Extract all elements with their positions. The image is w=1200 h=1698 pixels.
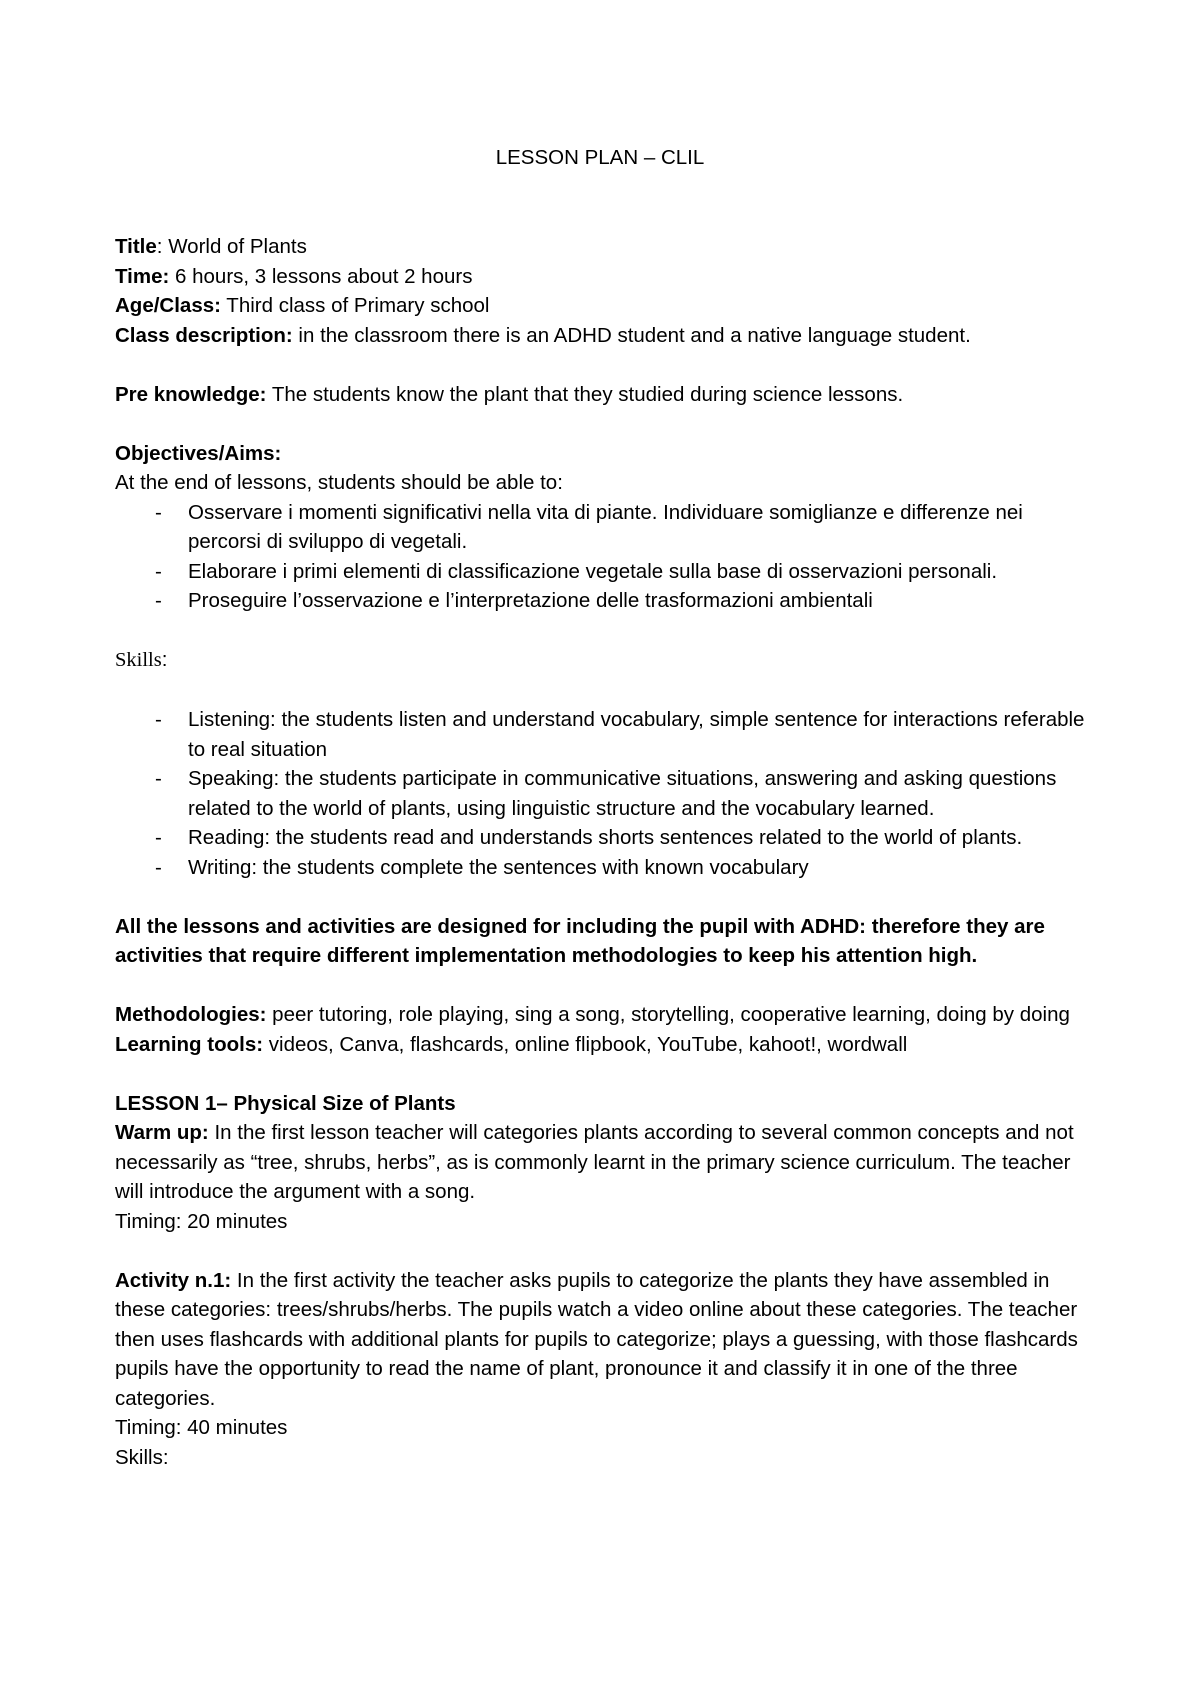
activity1-skills-label: Skills:	[115, 1445, 169, 1469]
learning-tools-label: Learning tools:	[115, 1032, 264, 1056]
skill-item: - Reading: the students read and understands shorts sentences related to the world of plants.	[115, 823, 1100, 853]
objective-item: - Osservare i momenti significativi nella vita di piante. Individuare somiglianze e differenze nei percorsi di sviluppo di vegetali.	[115, 498, 1100, 557]
adhd-note: All the lessons and activities are designed for including the pupil with ADHD: therefore they are activities that require different implementation methodologies to keep his attention high.	[115, 914, 1045, 967]
document-body	[115, 232, 1100, 1472]
title-label: Title	[115, 235, 157, 258]
activity1-value: In the first activity the teacher asks pupils to categorize the plants they have assembled in these categories: trees/shrubs/herbs. The pupils watch a video online about these categories. The teacher then uses flashcards with additional plants for pupils to categorize; plays a guessing, with those flashcards pupils have the opportunity to read the name of plant, pronounce it and classify it in one of the three categories.	[115, 1268, 1078, 1410]
objectives-list	[115, 498, 1100, 616]
class-description-label: Class description:	[115, 323, 293, 347]
skills-heading-line: Skills:	[115, 648, 168, 671]
learning-tools-value: videos, Canva, flashcards, online flipbook, YouTube, kahoot!, wordwall	[268, 1032, 908, 1056]
methodologies-value: peer tutoring, role playing, sing a song, storytelling, cooperative learning, doing by doing	[272, 1003, 1070, 1026]
age-label: Age/Class:	[115, 294, 221, 317]
warm-up-line	[115, 1118, 1100, 1207]
class-description-line	[115, 321, 1100, 351]
class-description-value: in the classroom there is an ADHD student and a native language student.	[298, 323, 971, 347]
skill-item: - Writing: the students complete the sentences with known vocabulary	[115, 853, 1100, 883]
skill-item: - Speaking: the students participate in communicative situations, answering and asking questions related to the world of plants, using linguistic structure and the vocabulary learned.	[115, 764, 1100, 823]
objective-item: - Proseguire l’osservazione e l’interpretazione delle trasformazioni ambientali	[115, 586, 1100, 616]
skills-heading: Skills	[115, 649, 162, 671]
time-value: 6 hours, 3 lessons about 2 hours	[175, 264, 473, 288]
objectives-heading: Objectives/Aims:	[115, 441, 282, 465]
pre-knowledge-line	[115, 380, 1100, 410]
warm-up-timing: Timing: 20 minutes	[115, 1209, 288, 1233]
skill-item: - Listening: the students listen and understand vocabulary, simple sentence for interactions referable to real situation	[115, 705, 1100, 764]
pre-knowledge-label: Pre knowledge:	[115, 382, 267, 406]
pre-knowledge-value: The students know the plant that they studied during science lessons.	[271, 382, 904, 406]
learning-tools-line	[115, 1030, 1100, 1060]
lesson1-heading: LESSON 1– Physical Size of Plants	[115, 1091, 456, 1115]
methodologies-label: Methodologies:	[115, 1003, 267, 1026]
skills-list	[115, 705, 1100, 882]
objective-item: - Elaborare i primi elementi di classificazione vegetale sulla base di osservazioni personali.	[115, 557, 1100, 587]
activity1-label: Activity n.1:	[115, 1268, 232, 1292]
activity1-line	[115, 1266, 1100, 1414]
activity1-timing: Timing: 40 minutes	[115, 1416, 288, 1439]
age-line	[115, 291, 1100, 321]
time-label: Time:	[115, 264, 170, 288]
time-line	[115, 262, 1100, 292]
document-title: LESSON PLAN – CLIL	[495, 146, 705, 169]
methodologies-line	[115, 1000, 1100, 1030]
warm-up-value: In the first lesson teacher will categories plants according to several common concepts and not necessarily as “tree, shrubs, herbs”, as is commonly learnt in the primary science curriculum. The teacher will introduce the argument with a song.	[115, 1121, 1074, 1203]
title-value: World of Plants	[168, 235, 307, 258]
title-line: Title: World of Plants	[115, 235, 307, 258]
objectives-intro: At the end of lessons, students should be able to:	[115, 471, 563, 494]
age-value: Third class of Primary school	[226, 294, 490, 317]
warm-up-label: Warm up:	[115, 1121, 209, 1144]
